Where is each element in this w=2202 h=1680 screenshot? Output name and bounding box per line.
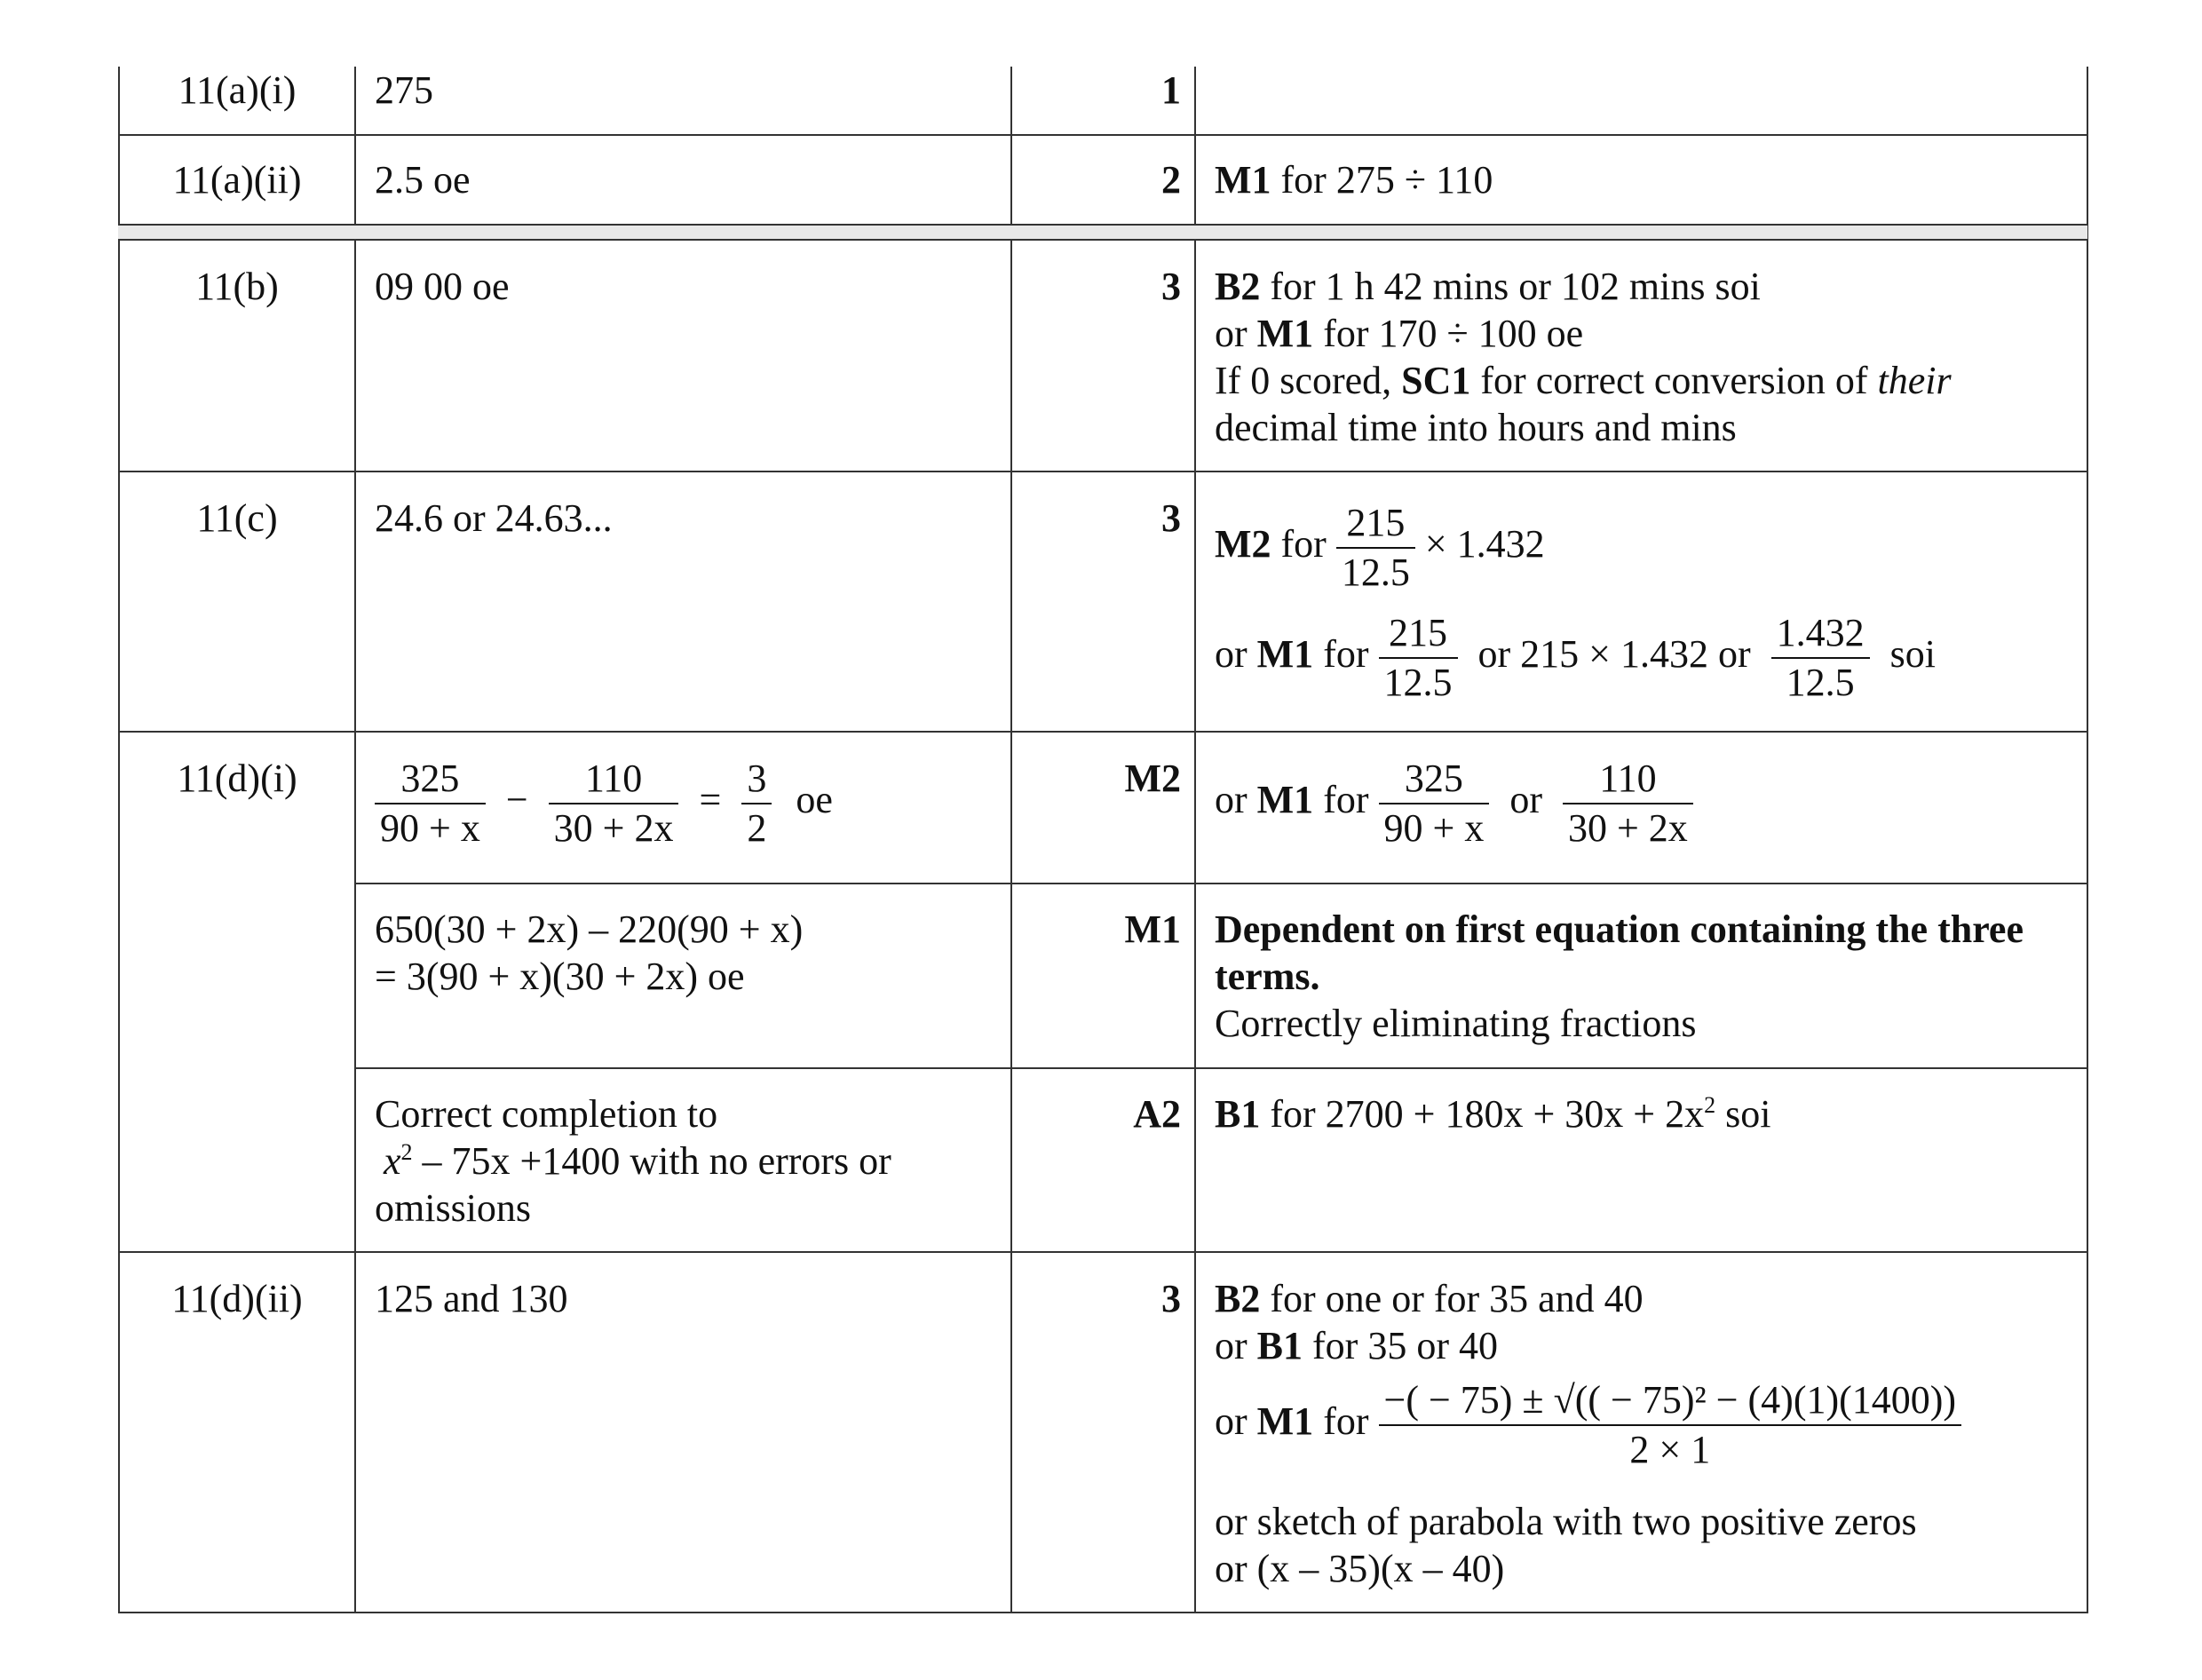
guidance-line: or M1 for 170 ÷ 100 oe (1215, 312, 1584, 355)
marks-value: 3 (1161, 265, 1181, 308)
guidance-formula: or M1 for $\frac{\text{−( − 75) ± √(( − 75)² − (4)(1)(1400))}}{2 \times 1}$ (1215, 1376, 1961, 1474)
fraction: $\frac{215}{12.5}$ (1336, 499, 1415, 597)
fraction: $\frac{3}{2}$ (741, 755, 772, 852)
fraction: $\frac{1.432}{12.5}$ (1771, 609, 1870, 707)
answer-line: = 3(90 + x)(30 + 2x) oe (375, 955, 745, 998)
answer-text: 24.6 or 24.63... (375, 496, 613, 540)
guidance-line: or sketch of parabola with two positive zeros (1215, 1500, 1917, 1543)
section-gap (118, 225, 2087, 239)
guidance-line: If 0 scored, SC1 for correct conversion of their (1215, 359, 1952, 402)
col-line-right (2087, 67, 2088, 1612)
answer-line: 650(30 + 2x) – 220(90 + x) (375, 907, 804, 951)
row-line (118, 471, 2088, 472)
row-line (118, 224, 2088, 226)
answer-line: Correct completion to (375, 1092, 718, 1136)
fraction: $\frac{325}{90 + x}$ (375, 755, 486, 852)
guidance-line: B2 for one or for 35 and 40 (1215, 1277, 1644, 1320)
quadratic-formula: $\frac{\text{−( − 75) ± √(( − 75)² − (4)(1)(1400))}}{2 \times 1}$ (1379, 1376, 1962, 1474)
guidance-line: decimal time into hours and mins (1215, 406, 1737, 449)
marks-value: M2 (1124, 757, 1181, 800)
guidance-line: B2 for 1 h 42 mins or 102 mins soi (1215, 265, 1761, 308)
marks-value: A2 (1133, 1092, 1181, 1136)
marks-value: 1 (1161, 68, 1181, 112)
guidance-line: Correctly eliminating fractions (1215, 1002, 1697, 1045)
answer-line: $x^2 - 75x +1400$ with no errors or (384, 1139, 891, 1183)
col-line-2 (1010, 67, 1012, 1612)
question-number: 11(d)(i) (177, 757, 297, 800)
row-line (118, 239, 2088, 241)
guidance-line: Dependent on first equation containing the three (1215, 907, 2024, 951)
col-line-1 (354, 67, 356, 1612)
answer-text: 2.5 oe (375, 158, 471, 202)
fraction: $\frac{325}{90 + x}$ (1379, 755, 1490, 852)
row-line (118, 1612, 2088, 1613)
col-line-left (118, 67, 120, 1612)
question-number: 11(c) (196, 496, 278, 540)
fraction: $\frac{215}{12.5}$ (1379, 609, 1458, 707)
fraction: $\frac{110}{30 + 2x}$ (549, 755, 679, 852)
answer-text: 09 00 oe (375, 265, 510, 308)
question-number: 11(a)(i) (178, 68, 297, 112)
guidance-line: terms. (1215, 955, 1320, 998)
answer-text: 275 (375, 68, 433, 112)
marks-value: 2 (1161, 158, 1181, 202)
marks-value: M1 (1124, 907, 1181, 951)
guidance-formula: or M1 for $\frac{215}{12.5}$ or 215 × 1.432 or $\frac{1.432}{12.5}$ soi (1215, 609, 1936, 707)
guidance-line: or B1 for 35 or 40 (1215, 1324, 1498, 1367)
answer-text: 125 and 130 (375, 1277, 568, 1320)
guidance-line: B1 for $2700 + 180x + 30x + 2x^2$ soi (1215, 1092, 1771, 1136)
guidance-formula: or M1 for $\frac{325}{90 + x}$ or $\frac{110}{30 + 2x}$ (1215, 755, 1693, 852)
question-number: 11(b) (195, 265, 279, 308)
row-line (354, 1067, 2088, 1069)
guidance-text: M1 for 275 ÷ 110 (1215, 158, 1493, 202)
row-line (118, 731, 2088, 733)
guidance-formula: M2 for $\frac{215}{12.5}$ × 1.432 (1215, 499, 1545, 597)
answer-line: omissions (375, 1186, 532, 1230)
col-line-3 (1194, 67, 1196, 1612)
row-line (354, 883, 2088, 884)
question-number: 11(a)(ii) (172, 158, 302, 202)
guidance-line: or (x – 35)(x – 40) (1215, 1547, 1505, 1590)
answer-equation: $\frac{325}{90 + x}$ − $\frac{110}{30 + 2x}$ = $\frac{3}{2}$ oe (375, 755, 833, 852)
fraction: $\frac{110}{30 + 2x}$ (1563, 755, 1693, 852)
marks-value: 3 (1161, 1277, 1181, 1320)
question-number: 11(d)(ii) (171, 1277, 303, 1320)
row-line (118, 1251, 2088, 1253)
row-line (118, 134, 2088, 136)
marks-value: 3 (1161, 496, 1181, 540)
